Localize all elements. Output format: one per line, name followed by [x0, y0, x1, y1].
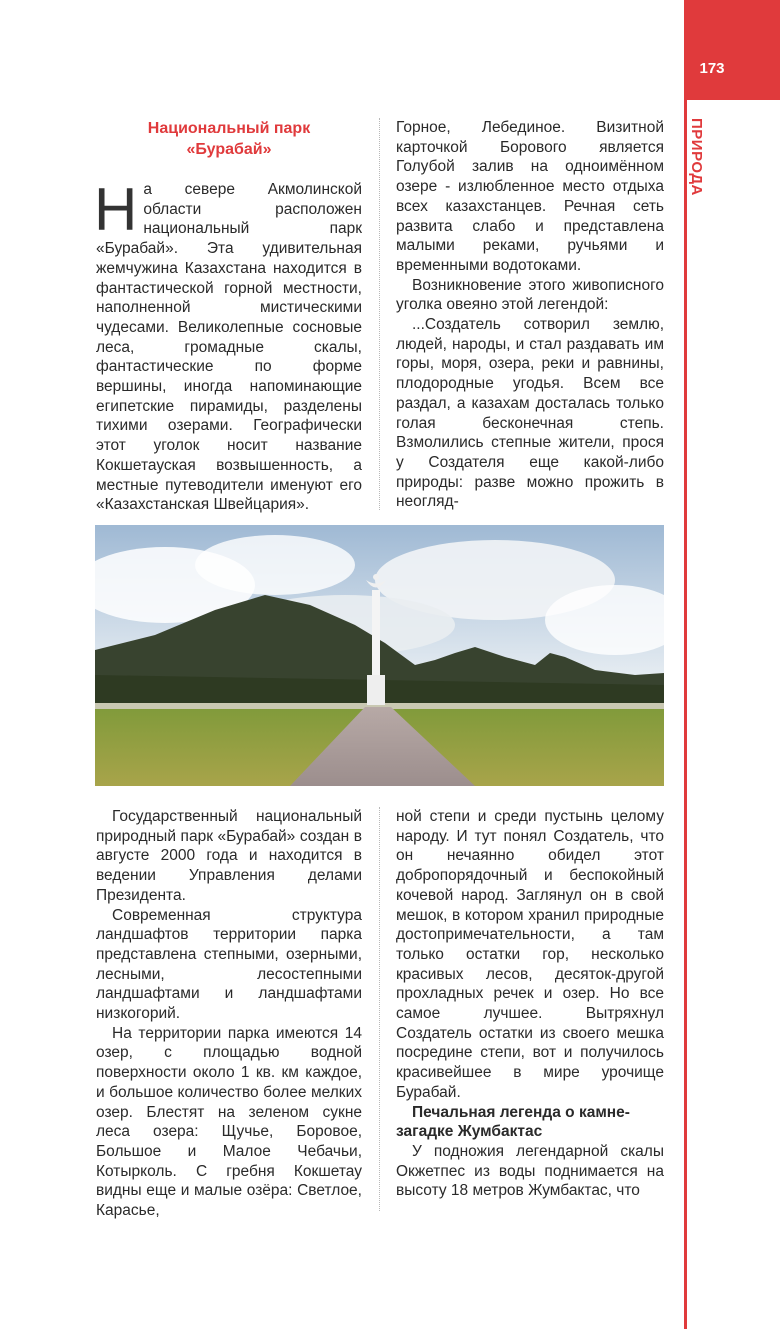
page-number-box	[684, 0, 780, 100]
intro-paragraph	[94, 176, 362, 515]
drop-cap: Н	[94, 176, 138, 243]
right-column-top	[396, 118, 664, 512]
column-divider-bottom	[379, 807, 380, 1211]
paragraph: ...Создатель сотворил землю, людей, народы, и стал раздавать им горы, моря, озера, реки и равнины, плодородные угодья. Всем все раздал, а казахам досталась только голая бесконечная степь. Взмолились степные жители, прося у Создателя еще какой-либо природы: разве можно прожить в неогляд-	[396, 316, 664, 511]
right-column-bottom	[396, 807, 664, 1201]
article-title	[96, 118, 362, 160]
page-number: 173	[699, 60, 725, 77]
paragraph: ной степи и среди пустынь целому народу. И тут понял Создатель, что он нечаянно обидел этот добропорядочный и беспокойный кочевой народ. Заглянул он в свой мешок, в котором хранил природные достопримечательности, а там только остатки гор, несколько красивых лесов, десяток-другой прохладных речек и озер. Но все самое лучшее. Вытряхнул Создатель остатки из своего мешка посредине степи, вот и получилось красивейшее в мире урочище Бурабай.	[396, 808, 664, 1101]
article-title-line2: «Бурабай»	[186, 141, 272, 158]
paragraph: У подножия легендарной скалы Окжетпес из воды поднимается на высоту 18 метров Жумбактас, что	[396, 1142, 664, 1200]
paragraph: Современная структура ландшафтов территории парка представлена степными, озерными, лесными, лесостепными ландшафтами и ландшафтами низкогорий.	[96, 906, 362, 1023]
article-title-line1: Национальный парк	[147, 120, 311, 137]
subheading: Печальная легенда о камне-загадке Жумбактас	[396, 1103, 630, 1141]
intro-text: а севере Акмолинской области расположен национальный парк «Бурабай». Эта удивительная жемчужина Казахстана находится в фантастической горной местности, наполненной мистическими чудесами. Великолепные сосновые леса, громадные скалы, фантастические по форме вершины, иногда напоминающие египетские пирамиды, разделены тихими озерами. Географически этот уголок носит название Кокшетауская возвышенность, а местные путеводители именуют его «Казахстанская Швейцария».	[96, 181, 362, 514]
park-photo	[95, 525, 664, 786]
margin-rule	[684, 100, 687, 1329]
paragraph: Государственный национальный природный парк «Бурабай» создан в августе 2000 года и находится в ведении Управления делами Президента.	[96, 808, 362, 904]
column-divider-top	[379, 118, 380, 510]
left-column-top	[96, 118, 362, 515]
paragraph: На территории парка имеются 14 озер, с площадью водной поверхности около 1 кв. км каждое, и большое количество более мелких озер. Блестят на зеленом сукне леса озера: Щучье, Боровое, Большое и Малое Чебачьи, Котырколь. С гребня Кокшетау видны еще и малые озёра: Светлое, Карасье,	[96, 1024, 362, 1220]
paragraph: Горное, Лебединое. Визитной карточкой Борового является Голубой залив на одноимённом озере - излюбленное место отдыха всех казахстанцев. Речная сеть развита слабо и представлена малыми реками, ручьями и временными водотоками.	[396, 119, 664, 274]
margin-tab	[684, 0, 780, 1329]
paragraph: Возникновение этого живописного уголка овеяно этой легендой:	[396, 276, 664, 314]
section-label: ПРИРОДА	[688, 118, 705, 196]
left-column-bottom	[96, 807, 362, 1221]
